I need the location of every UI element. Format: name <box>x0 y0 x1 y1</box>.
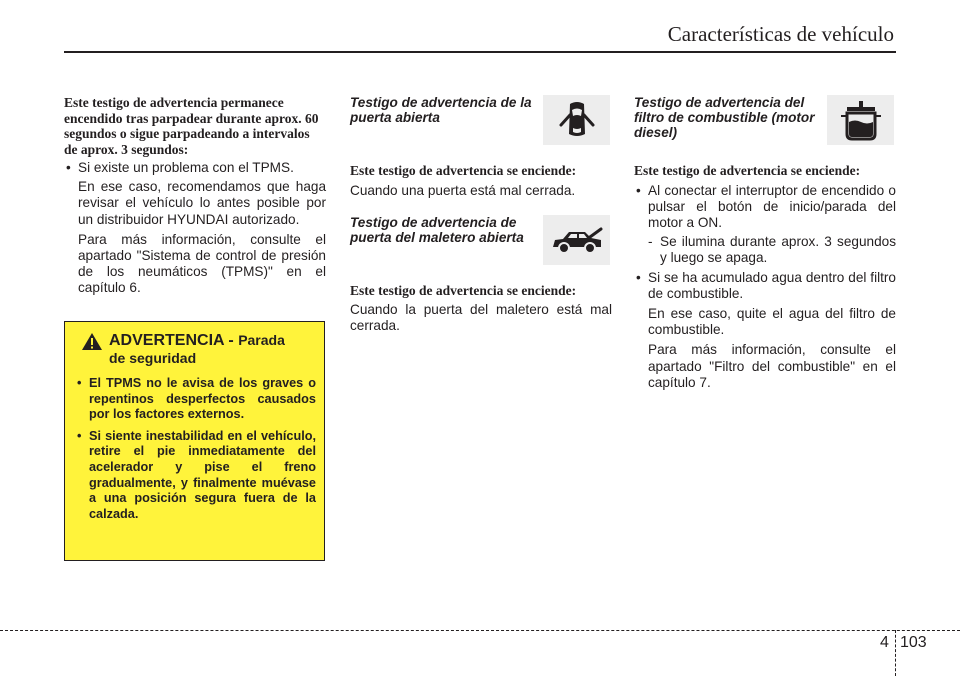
warning-title: ADVERTENCIA - <box>109 332 239 349</box>
warning-item: • Si siente inestabilidad en el vehículo, retire el pie inmediatamente del acelerador y pise el freno gradualmente, y finalmente muévase a una posición segura fuera de la calzada. <box>75 429 316 523</box>
fuel-filter-para-2: Para más información, consulte el apartado "Filtro del combustible" en el capítulo 7. <box>648 342 896 390</box>
column-2 <box>350 95 612 335</box>
fuel-filter-bullet-2: • Si se ha acumulado agua dentro del filtro de combustible. <box>634 270 896 302</box>
column-1 <box>64 95 326 297</box>
trunk-warning-title: Testigo de advertencia de puerta del maletero abierta <box>350 214 524 245</box>
door-section-head <box>350 95 612 149</box>
tpms-bullet: • Si existe un problema con el TPMS. <box>64 160 326 176</box>
trunk-lead: Este testigo de advertencia se enciende: <box>350 282 577 298</box>
trunk-text: Cuando la puerta del maletero está mal cerrada. <box>350 302 612 334</box>
tpms-para-2: Para más información, consulte el apartado "Sistema de control de presión de los neumáticos (TPMS)" en el capítulo 6. <box>78 231 326 296</box>
fuel-filter-dash-1: - Se ilumina durante aprox. 3 segundos y luego se apaga. <box>634 234 896 266</box>
fuel-filter-para-1: En ese caso, quite el agua del filtro de combustible. <box>648 305 896 338</box>
footer-page-number: 103 <box>900 634 927 651</box>
trunk-section-head <box>350 215 612 269</box>
warning-triangle-icon <box>81 332 103 356</box>
door-lead: Este testigo de advertencia se enciende: <box>350 163 577 178</box>
column-3 <box>634 95 896 391</box>
warning-title-parada: Parada <box>238 332 285 348</box>
warning-item: • El TPMS no le avisa de los graves o repentinos desperfectos causados por los factores externos. <box>75 376 316 423</box>
fuel-filter-warning-title: Testigo de advertencia del filtro de combustible (motor diesel) <box>634 95 815 140</box>
warning-subtitle: de seguridad <box>109 350 197 366</box>
tpms-para-1: En ese caso, recomendamos que haga revisar el vehículo lo antes posible por un distribuidor HYUNDAI autorizado. <box>78 179 326 227</box>
footer-chapter-number: 4 <box>880 634 889 651</box>
door-open-icon <box>543 95 610 145</box>
door-warning-title: Testigo de advertencia de la puerta abierta <box>350 95 532 125</box>
trunk-open-icon <box>543 215 610 265</box>
footer-divider <box>895 630 896 676</box>
fuel-filter-lead: Este testigo de advertencia se enciende: <box>634 163 861 178</box>
warning-heading <box>75 332 316 370</box>
door-text: Cuando una puerta está mal cerrada. <box>350 182 576 198</box>
tpms-intro: Este testigo de advertencia permanece encendido tras parpadear durante aprox. 60 segundos o sigue parpadeando a intervalos de aprox. 3 segundos: <box>64 95 319 157</box>
warning-box <box>64 321 325 561</box>
footer-rule <box>0 630 960 631</box>
fuel-filter-bullet-1: • Al conectar el interruptor de encendido o pulsar el botón de inicio/parada del motor a ON. <box>634 183 896 232</box>
header-rule <box>64 51 896 53</box>
fuel-filter-section-head <box>634 95 896 151</box>
fuel-filter-water-icon <box>827 95 894 145</box>
page-header-title: Características de vehículo <box>667 22 894 46</box>
